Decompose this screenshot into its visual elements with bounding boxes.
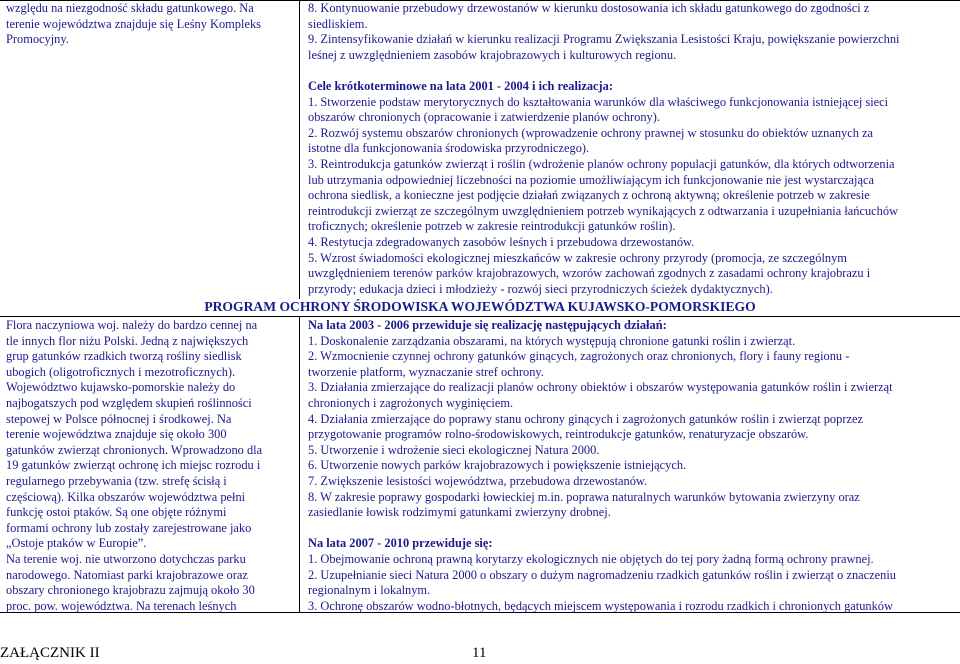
text-line: regularnego przebywania (tzw. strefę ścisłą i	[6, 473, 227, 488]
text-line: 8. Kontynuowanie przebudowy drzewostanów w kierunku dostosowania ich składu gatunkowego do zgodności z	[308, 1, 870, 15]
text-line: narodowego. Natomiast parki krajobrazowe oraz	[6, 567, 248, 582]
text-line: 3. Działania zmierzające do realizacji planów ochrony obiektów i obszarów występowania gatunków roślin i zwierząt	[308, 380, 893, 395]
text-line: 2. Rozwój systemu obszarów chronionych (wprowadzenie ochrony prawnej w stosunku do obiektów uznanych za	[308, 125, 874, 140]
text-line: terenie województwa znajduje się około 300	[6, 427, 227, 442]
text-line: chronionych i zagrożonych wyginięciem.	[308, 395, 514, 410]
text-line: Na terenie woj. nie utworzono dotychczas parku	[6, 551, 246, 566]
text-line: 6. Utworzenie nowych parków krajobrazowych i powiększenie istniejących.	[308, 458, 687, 473]
top-right-cell	[308, 1, 958, 297]
text-line: częściową). Kilka obszarów województwa pełni	[6, 489, 246, 504]
text-line: gatunków zwierząt chronionych. Wprowadzono dla	[6, 442, 263, 457]
page-number: 11	[472, 645, 487, 661]
text-line: 1. Obejmowanie ochroną prawną korytarzy ekologicznych nie objętych do tej pory żadną formą ochrony prawnej.	[308, 551, 874, 566]
text-line: lub utrzymania odpowiedniej liczebności na poziomie umożliwiającym ich funkcjonowanie nie jest wystarczająca	[308, 172, 874, 187]
text-line: 2. Wzmocnienie czynnej ochrony gatunków ginących, zagrożonych oraz chronionych, flory i fauny regionu -	[308, 349, 850, 364]
text-line: 5. Utworzenie i wdrożenie sieci ekologicznej Natura 2000.	[308, 442, 600, 457]
text-line: Województwo kujawsko-pomorskie należy do	[6, 380, 236, 395]
text-line: 1. Doskonalenie zarządzania obszarami, na których występują chronione gatunki roślin i zwierząt.	[308, 333, 796, 348]
text-line: 2. Uzupełnianie sieci Natura 2000 o obszary o dużym nagromadzeniu rzadkich gatunków roślin i zwierząt o znaczeniu	[308, 567, 896, 582]
text-line: 9. Zintensyfikowanie działań w kierunku realizacji Programu Zwiększania Lesistości Kraju, powiększanie powierzchni	[308, 32, 900, 47]
text-line: przygotowanie programów rolno-środowiskowych, reintrodukcje gatunków, renaturyzacje obszarów.	[308, 427, 809, 442]
text-line: obszarów chronionych (opracowanie i zatwierdzenie planów ochrony).	[308, 110, 660, 125]
text-line: 1. Stworzenie podstaw merytorycznych do kształtowania warunków dla właściwego funkcjonowania istniejącej sieci	[308, 94, 889, 109]
text-line: przyrody; edukacja dzieci i młodzieży - rozwój sieci przyrodniczych ścieżek dydaktycznych).	[308, 281, 773, 296]
text-line: tle innych flor niżu Polski. Jedną z największych	[6, 333, 249, 348]
text-line: 3. Ochronę obszarów wodno-błotnych, będących miejscem występowania i rozrodu rzadkich i chronionych gatunków	[308, 598, 893, 613]
text-line: 3. Reintrodukcja gatunków zwierząt i roślin (wdrożenie planów ochrony populacji gatunków, dla których odtworzenia	[308, 156, 895, 171]
text-line: terenie województwa znajduje się Leśny Kompleks	[6, 16, 261, 31]
text-line: istotne dla funkcjonowania środowiska przyrodniczego).	[308, 141, 590, 156]
text-line: 5. Wzrost świadomości ekologicznej mieszkańców w zakresie ochrony przyrody (promocja, ze szczególnym	[308, 250, 847, 265]
text-line: regionalnym i lokalnym.	[308, 583, 431, 598]
column-divider-bottom	[299, 316, 300, 612]
text-line: Flora naczyniowa woj. należy do bardzo cennej na	[6, 318, 258, 332]
text-line: 19 gatunków zwierząt ochronę ich miejsc rozrodu i	[6, 458, 261, 473]
text-line: proc. pow. województwa. Na terenach leśnych	[6, 598, 237, 613]
text-line: stepowej w Polsce północnej i środkowej. Na	[6, 411, 232, 426]
section-divider	[0, 316, 960, 317]
text-line: tworzenie platform, wyznaczanie stref ochrony.	[308, 364, 544, 379]
heading-2003-2006: Na lata 2003 - 2006 przewiduje się realizację następujących działań:	[308, 318, 667, 332]
heading-2007-2010: Na lata 2007 - 2010 przewiduje się:	[308, 536, 493, 551]
text-line: ubogich (oligotroficznych i mezotroficznych).	[6, 364, 236, 379]
text-line: ochrona siedlisk, a konieczne jest podjęcie działań związanych z ochroną aktywną; określenie potrzeb w zakresie	[308, 188, 870, 203]
text-line: 8. W zakresie poprawy gospodarki łowieckiej m.in. poprawa naturalnych warunków bytowania zwierzyny oraz	[308, 489, 860, 504]
text-line: siedliskiem.	[308, 16, 368, 31]
text-line: 4. Działania zmierzające do poprawy stanu ochrony ginących i zagrożonych gatunków roślin i zwierząt poprzez	[308, 411, 863, 426]
bottom-left-cell	[6, 318, 296, 614]
text-line: najbogatszych pod względem skupień roślinności	[6, 395, 252, 410]
text-line: zasiedlanie łowisk rodzimymi gatunkami zwierzyny drobnej.	[308, 505, 611, 520]
text-line: leśnej z uwzględnieniem zasobów krajobrazowych i kulturowych regionu.	[308, 47, 677, 62]
text-line: względu na niezgodność składu gatunkowego. Na	[6, 1, 254, 15]
text-line: funkcję ostoi ptaków. Są one objęte różnymi	[6, 505, 227, 520]
section-title: PROGRAM OCHRONY ŚRODOWISKA WOJEWÓDZTWA KUJAWSKO-POMORSKIEGO	[204, 299, 756, 314]
text-line: Promocyjny.	[6, 32, 69, 47]
footer-label: ZAŁĄCZNIK II	[0, 645, 100, 661]
text-line: uwzględnieniem terenów parków krajobrazowych, wzorów zachowań zgodnych z zasadami ochrony krajobrazu i	[308, 266, 871, 281]
text-line: reintrodukcji zwierząt ze szczególnym uwzględnieniem potrzeb wynikających z odtwarzania i uzupełniania łańcuchów	[308, 203, 899, 218]
text-line: 4. Restytucja zdegradowanych zasobów leśnych i przebudowa drzewostanów.	[308, 234, 695, 249]
column-divider-top	[299, 0, 300, 299]
text-line: grup gatunków rzadkich tworzą rośliny siedlisk	[6, 349, 242, 364]
text-line: troficznych; określenie potrzeb w zakresie reintrodukcji gatunków roślin).	[308, 219, 676, 234]
short-term-heading: Cele krótkoterminowe na lata 2001 - 2004 i ich realizacja:	[308, 78, 613, 93]
text-line: formami ochrony lub zostały zarejestrowane jako	[6, 520, 252, 535]
text-line: obszary chronionego krajobrazu zajmują około 30	[6, 583, 255, 598]
top-left-cell	[6, 1, 296, 48]
text-line: 7. Zwiększenie lesistości województwa, przebudowa drzewostanów.	[308, 473, 648, 488]
bottom-right-cell	[308, 318, 958, 614]
text-line: „Ostoje ptaków w Europie”.	[6, 536, 147, 551]
